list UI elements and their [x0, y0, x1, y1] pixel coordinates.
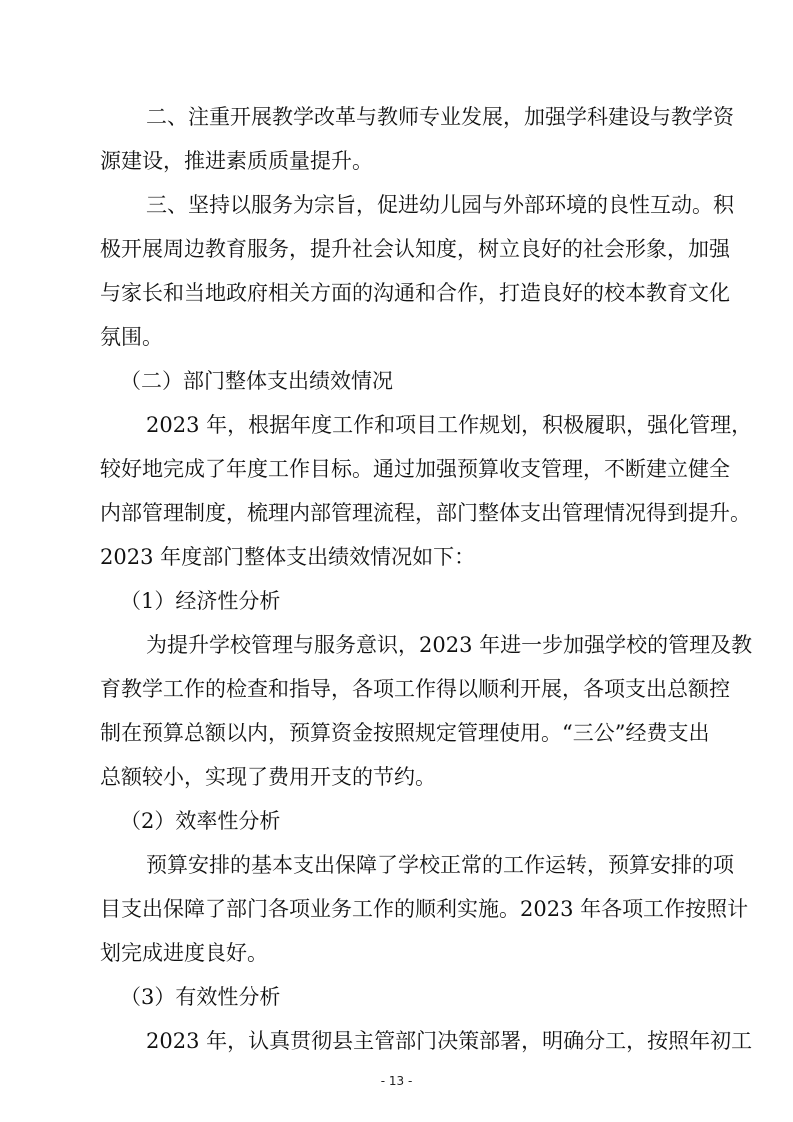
subsection-heading: （1）经济性分析 [120, 589, 281, 613]
paragraph-line: 育教学工作的检查和指导，各项工作得以顺利开展，各项支出总额控 [100, 677, 730, 701]
subsection-heading: （2）效率性分析 [120, 809, 281, 833]
paragraph-line: 为提升学校管理与服务意识，2023 年进一步加强学校的管理及教 [146, 633, 753, 657]
paragraph-line: 极开展周边教育服务，提升社会认知度，树立良好的社会形象，加强 [100, 237, 730, 261]
paragraph-line: 制在预算总额以内，预算资金按照规定管理使用。“三公”经费支出 [100, 721, 710, 745]
subsection-heading: （3）有效性分析 [120, 985, 281, 1009]
paragraph-line: 较好地完成了年度工作目标。通过加强预算收支管理，不断建立健全 [100, 457, 730, 481]
page-number: - 13 - [380, 1074, 413, 1088]
paragraph-line: 源建设，推进素质质量提升。 [100, 149, 373, 173]
paragraph-line: 划完成进度良好。 [100, 941, 268, 965]
paragraph-line: 2023 年，根据年度工作和项目工作规划，积极履职，强化管理， [146, 413, 753, 437]
paragraph-line: 目支出保障了部门各项业务工作的顺利实施。2023 年各项工作按照计 [100, 897, 749, 921]
paragraph-line: 内部管理制度，梳理内部管理流程，部门整体支出管理情况得到提升。 [100, 501, 751, 525]
paragraph-line: 总额较小，实现了费用开支的节约。 [100, 765, 436, 789]
paragraph-line: 2023 年，认真贯彻县主管部门决策部署，明确分工，按照年初工 [146, 1029, 753, 1053]
paragraph-line: 三、坚持以服务为宗旨，促进幼儿园与外部环境的良性互动。积 [146, 193, 734, 217]
paragraph-line: 与家长和当地政府相关方面的沟通和合作，打造良好的校本教育文化 [100, 281, 730, 305]
section-heading: （二）部门整体支出绩效情况 [120, 369, 393, 393]
paragraph-line: 2023 年度部门整体支出绩效情况如下： [100, 545, 476, 569]
paragraph-line: 二、注重开展教学改革与教师专业发展，加强学科建设与教学资 [146, 105, 734, 129]
paragraph-line: 预算安排的基本支出保障了学校正常的工作运转，预算安排的项 [146, 853, 734, 877]
paragraph-line: 氛围。 [100, 325, 163, 349]
